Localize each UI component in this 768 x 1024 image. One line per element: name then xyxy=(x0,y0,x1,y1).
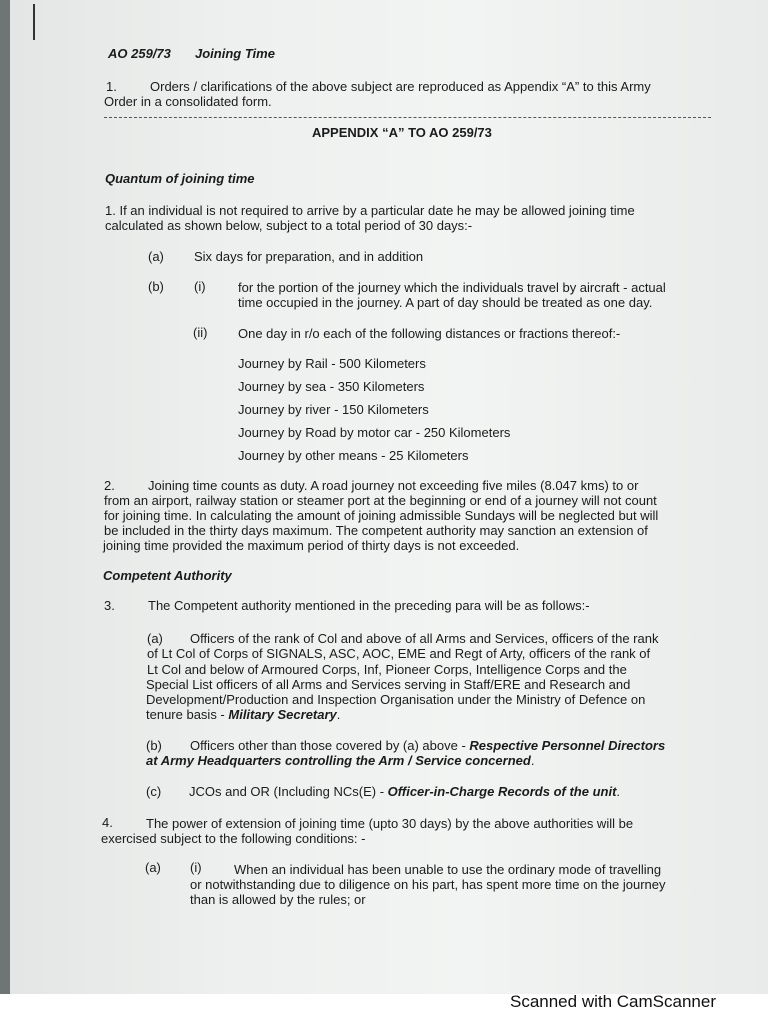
section-heading-quantum: Quantum of joining time xyxy=(105,171,255,186)
para3-b-line2 xyxy=(146,753,534,769)
para4-ai-label: (i) xyxy=(190,860,202,875)
para3-a-line3: Lt Col and below of Armoured Corps, Inf, Pioneer Corps, Intelligence Corps and the xyxy=(147,662,627,677)
para4-ai-line3: than is allowed by the rules; or xyxy=(190,892,366,907)
para1-line2: Order in a consolidated form. xyxy=(104,94,272,109)
para3-c-label: (c) xyxy=(146,784,162,799)
authority-personnel-directors: Respective Personnel Directors xyxy=(469,738,666,753)
para3-b-end: . xyxy=(530,753,535,768)
para3-a-label: (a) xyxy=(147,631,163,646)
qpara1-bii-text: One day in r/o each of the following distances or fractions thereof:- xyxy=(238,326,621,341)
journey-item: Journey by other means - 25 Kilometers xyxy=(238,448,469,463)
para4-ai-line2: or notwithstanding due to diligence on his part, has spent more time on the journey xyxy=(190,877,666,892)
qpara1-bii-label: (ii) xyxy=(193,325,208,340)
qpara1-bi-label: (i) xyxy=(194,279,206,294)
journey-item: Journey by sea - 350 Kilometers xyxy=(238,379,425,394)
qpara1-a-label: (a) xyxy=(148,249,164,264)
para3-a-line4: Special List officers of all Arms and Services serving in Staff/ERE and Research and xyxy=(146,677,631,692)
para3-a-line1: Officers of the rank of Col and above of all Arms and Services, officers of the rank xyxy=(190,631,659,646)
section-heading-competent: Competent Authority xyxy=(103,568,232,583)
order-code: AO 259/73 xyxy=(108,46,171,61)
authority-military-secretary: Military Secretary xyxy=(228,707,337,722)
para2-number: 2. xyxy=(104,478,115,493)
para2-line4: be included in the thirty days maximum. The competent authority may sanction an extension of xyxy=(104,523,648,538)
journey-item: Journey by river - 150 Kilometers xyxy=(238,402,429,417)
qpara1-line1: 1. If an individual is not required to arrive by a particular date he may be allowed joining time xyxy=(105,203,635,218)
appendix-title: APPENDIX “A” TO AO 259/73 xyxy=(312,125,492,140)
para3-intro: The Competent authority mentioned in the preceding para will be as follows:- xyxy=(148,598,590,613)
para2-line1: Joining time counts as duty. A road journey not exceeding five miles (8.047 kms) to or xyxy=(148,478,639,493)
qpara1-bi-line2: time occupied in the journey. A part of day should be treated as one day. xyxy=(238,295,653,310)
para2-line5: joining time provided the maximum period of thirty days is not exceeded. xyxy=(103,538,520,553)
para3-c-end: . xyxy=(616,784,621,799)
para3-c-line xyxy=(189,784,620,800)
para3-b-label: (b) xyxy=(146,738,162,753)
qpara1-b-label: (b) xyxy=(148,279,164,294)
para3-a-line6-end: . xyxy=(336,707,341,722)
para3-a-line5: Development/Production and Inspection Organisation under the Ministry of Defence on xyxy=(146,692,646,707)
camscanner-watermark: Scanned with CamScanner xyxy=(509,992,716,1011)
qpara1-bi-line1: for the portion of the journey which the individuals travel by aircraft - actual xyxy=(238,280,666,295)
para4-line2: exercised subject to the following conditions: - xyxy=(101,831,366,846)
para3-b-text: Officers other than those covered by (a) above - xyxy=(190,738,470,753)
para3-number: 3. xyxy=(104,598,115,613)
qpara1-a-text: Six days for preparation, and in addition xyxy=(194,249,424,264)
para3-a-line2: of Lt Col of Corps of SIGNALS, ASC, AOC, EME and Regt of Arty, officers of the rank of xyxy=(147,646,651,661)
para4-number: 4. xyxy=(102,815,113,830)
para3-a-line6-text: tenure basis - xyxy=(146,707,229,722)
para4-line1: The power of extension of joining time (upto 30 days) by the above authorities will be xyxy=(146,816,634,831)
journey-item: Journey by Road by motor car - 250 Kilometers xyxy=(238,425,511,440)
para3-c-text: JCOs and OR (Including NCs(E) - xyxy=(189,784,388,799)
authority-records-officer: Officer-in-Charge Records of the unit xyxy=(387,784,617,799)
para4-a-label: (a) xyxy=(145,860,161,875)
para1-number: 1. xyxy=(106,79,117,94)
page-edge-mark xyxy=(33,4,35,40)
para2-line3: for joining time. In calculating the amount of joining admissible Sundays will be neglected but will xyxy=(104,508,659,523)
dashed-separator xyxy=(104,117,711,118)
order-subject: Joining Time xyxy=(195,46,275,61)
para3-b-line1 xyxy=(190,738,665,754)
qpara1-line2: calculated as shown below, subject to a total period of 30 days:- xyxy=(105,218,473,233)
para4-ai-line1: When an individual has been unable to use the ordinary mode of travelling xyxy=(234,862,662,877)
journey-item: Journey by Rail - 500 Kilometers xyxy=(238,356,426,371)
para1-line1: Orders / clarifications of the above subject are reproduced as Appendix “A” to this Army xyxy=(150,79,651,94)
para2-line2: from an airport, railway station or steamer port at the beginning or end of a journey will not count xyxy=(104,493,657,508)
authority-army-headquarters: at Army Headquarters controlling the Arm / Service concerned xyxy=(146,753,531,768)
para3-a-line6 xyxy=(146,707,340,723)
